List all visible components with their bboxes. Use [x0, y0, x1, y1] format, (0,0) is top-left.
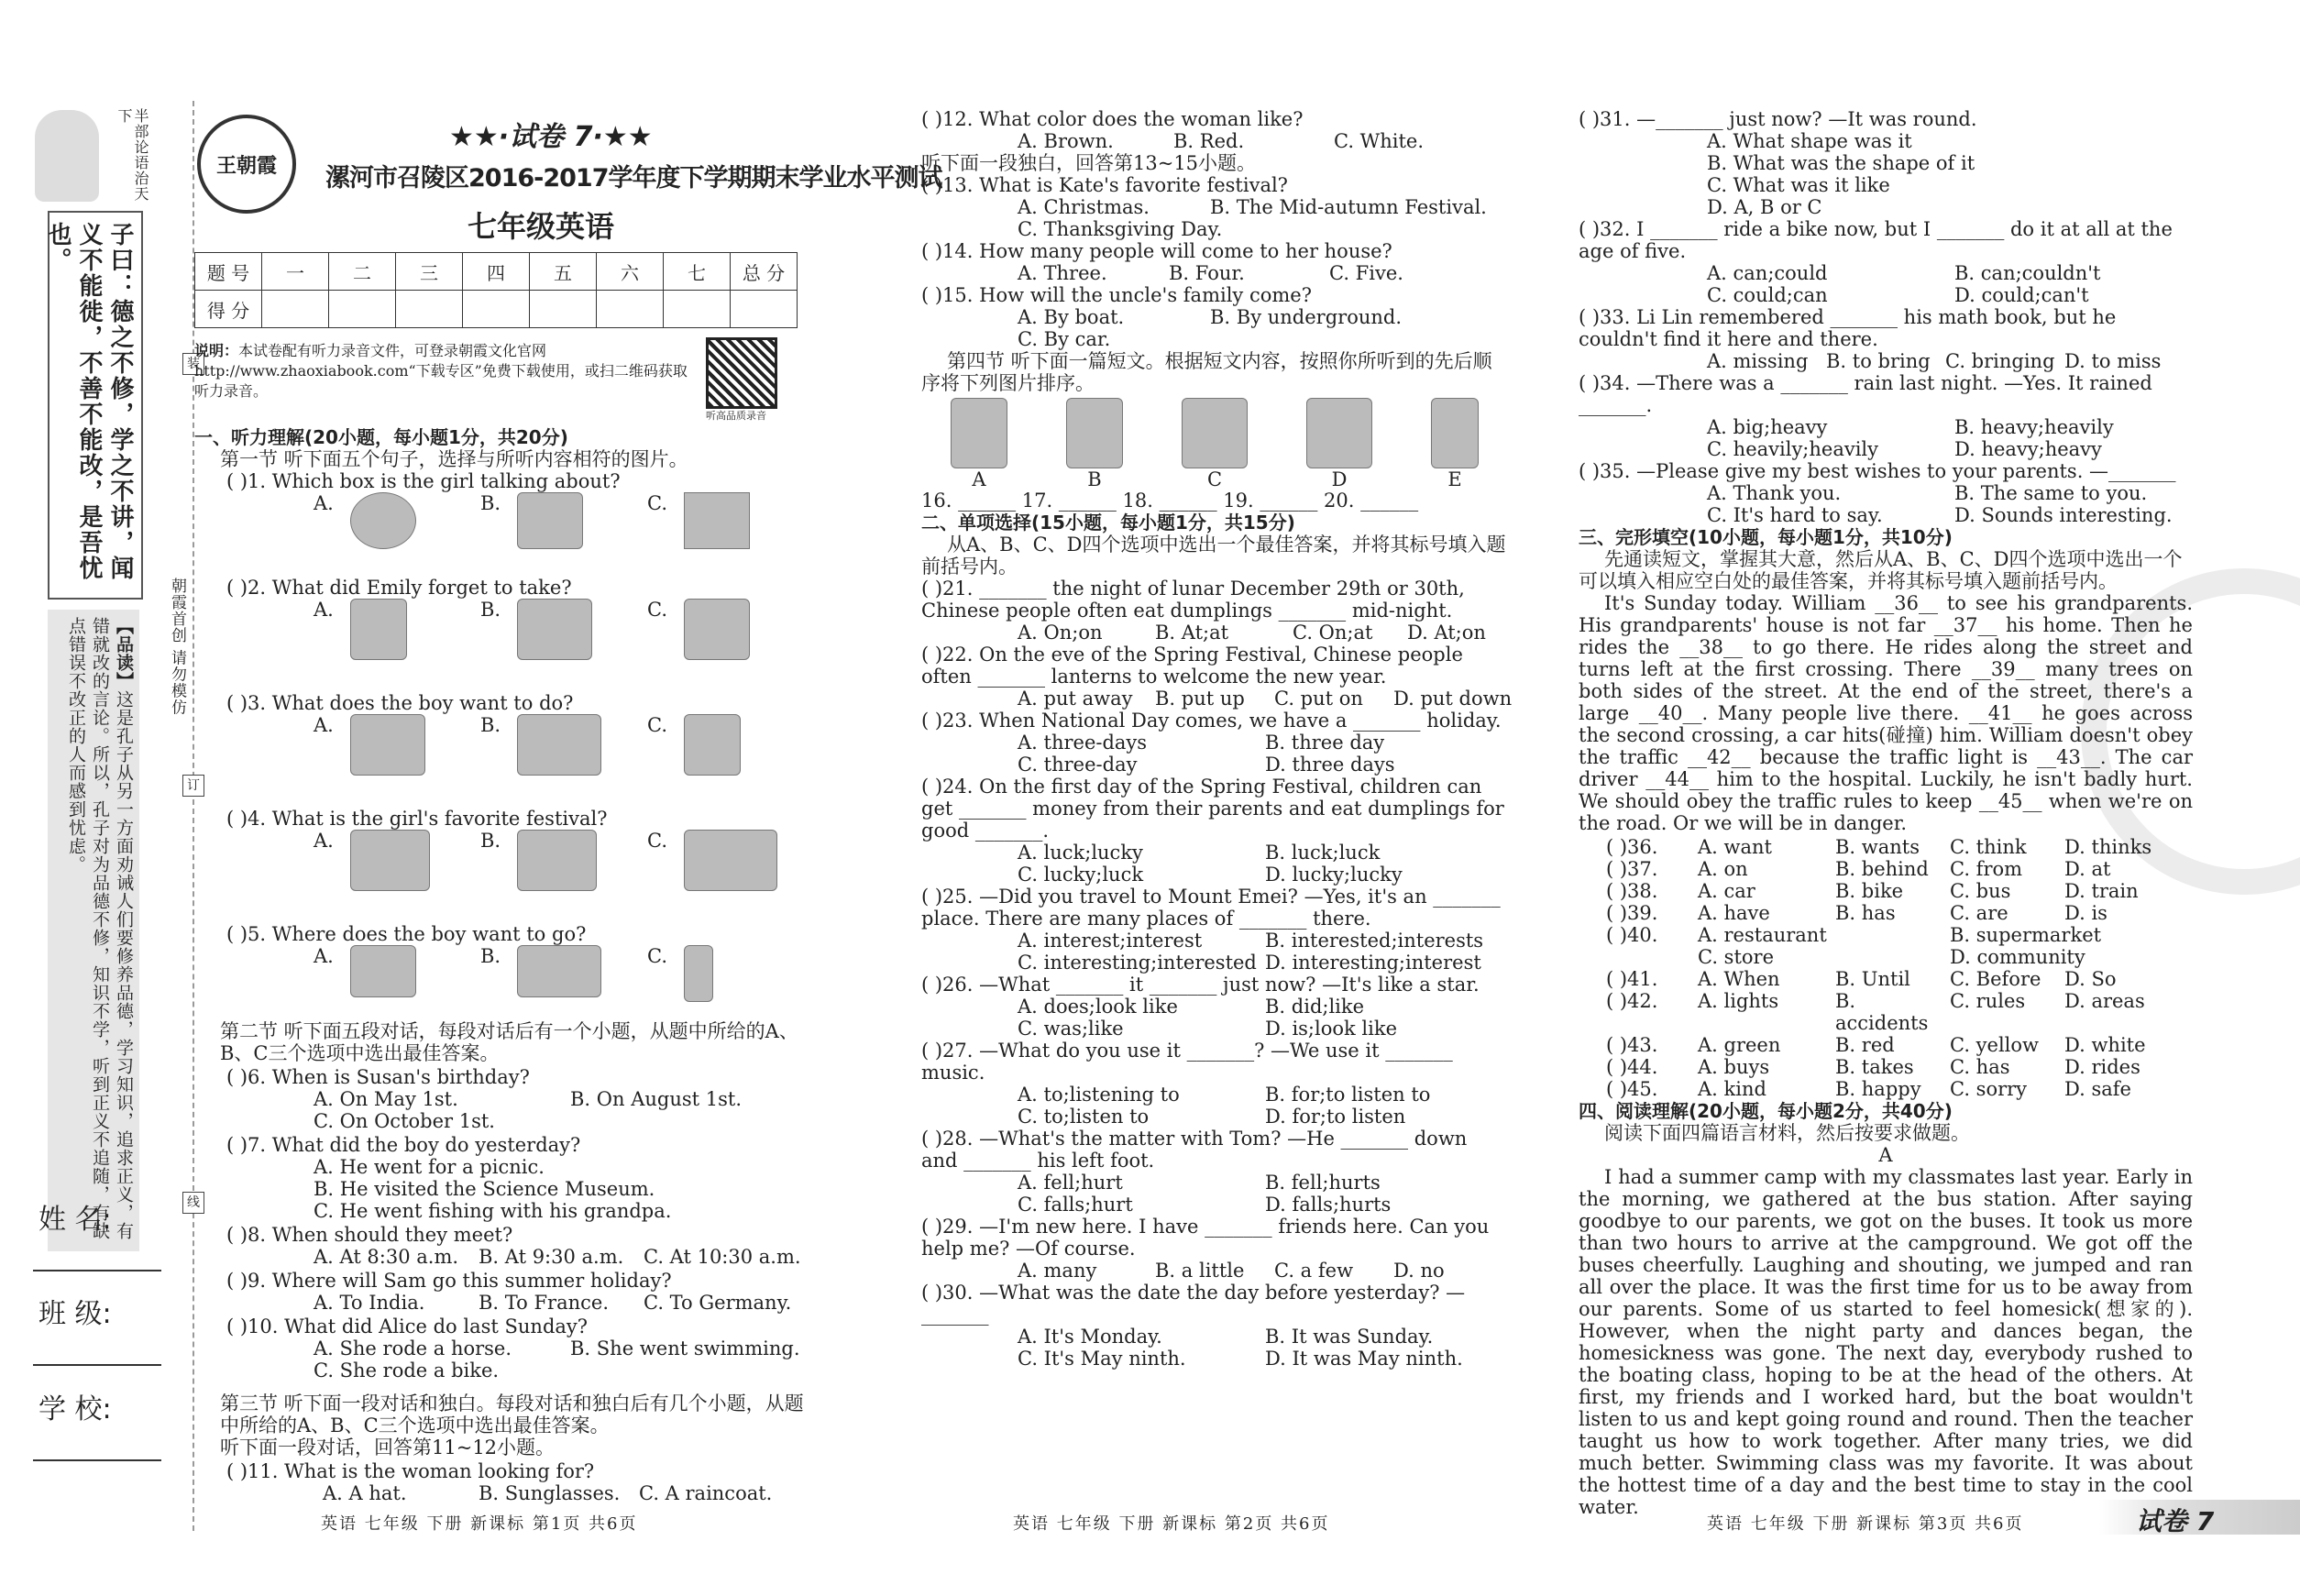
picture-e[interactable] — [1431, 398, 1479, 468]
playground-image[interactable] — [517, 714, 601, 776]
qr-caption: 听高品质录音 — [706, 410, 766, 422]
cloze-row-36: ( )36. A. want B. wants C. think D. thinks — [1606, 836, 2152, 858]
commentary-box — [48, 610, 139, 1251]
question-23: ( )23. When National Day comes, we have a _______ holiday. — [921, 710, 1502, 732]
q6-options: A. On May 1st. B. On August 1st. — [314, 1088, 743, 1110]
q10-options: A. She rode a horse. B. She went swimming. — [314, 1337, 800, 1359]
confucius-quote: 子曰：德之不修，学之不讲，闻义不能徙，不善不能改，是吾忧也。 — [44, 222, 134, 581]
picture-a[interactable] — [951, 398, 1007, 468]
question-34: ( )34. —There was a _______ rain last night. —Yes. It rained _______. — [1579, 372, 2152, 416]
kite-boy-image[interactable] — [350, 714, 425, 776]
question-1: ( )1. Which box is the girl talking about? — [226, 470, 621, 492]
cloze-options — [1579, 836, 2193, 1100]
cloze-row-43: ( )43. A. green B. red C. yellow D. white — [1606, 1034, 2146, 1056]
left-strip — [28, 101, 200, 1531]
question-27: ( )27. —What do you use it _______? —We use it _______ music. — [921, 1040, 1453, 1084]
section-cloze: 三、完形填空(10小题，每小题1分，共10分) — [1579, 526, 1953, 548]
question-2: ( )2. What did Emily forget to take? — [226, 577, 572, 599]
brand-logo — [197, 115, 296, 214]
passage-a: I had a summer camp with my classmates last year. Early in the morning, we gathered at the bus station. After saying goodbye to our parents, we got on the buses. It took us more than two hours to arrive at the campground. We got off the buses cheerfully. Laughing and shouting, we jumped and ran all over the place. It was the first time for us to be away from our parents. Some of us started to feel homesick(想家的). However, when the night party and dances began, the homesickness was gone. The next day, everybody rushed to the boating class, hoping to be at the head of the others. At first, my friends and I worked hard, but the boat wouldn't listen to us and kept going round and round. Then the teacher taught us how to work together. After many tries, we did much better. Swimming class was my favorite. It was about the hottest time of a day and the best time to stay in the cool water. — [1579, 1166, 2193, 1518]
exam-title: 漯河市召陵区2016-2017学年度下学期期末学业水平测试 — [325, 164, 942, 193]
audio-note — [194, 341, 689, 402]
cloze-row-45: ( )45. A. kind B. happy C. sorry D. safe — [1606, 1078, 2131, 1100]
cloze-row-40: ( )40. A. restaurant B. supermarket — [1606, 924, 2102, 946]
question-3: ( )3. What does the boy want to do? — [226, 692, 574, 714]
cloze-row-42: ( )42. A. lights B. accidents C. rules D. areas — [1606, 990, 2145, 1034]
name-field[interactable] — [33, 1270, 161, 1271]
part3-instruction: 第三节 听下面一段对话和独白。每段对话和独白后有几个小题，从题中所给的A、B、C三个选项中选出最佳答案。 — [220, 1392, 804, 1436]
question-31: ( )31. —_______ just now? —It was round. — [1579, 108, 1977, 130]
cloze-passage: It's Sunday today. William __36__ to see his grandparents. His grandparents' house is not far __37__ his home. Then he rides the __38__ to go there. He rides along the street and turns left at the first crossing. There __39__ many trees on both sides of the street. At the end of the street, there's a large __40__. Many people live there. __41__ he goes across the second crossing, a car hits(碰撞) him. William doesn't obey the traffic __42__ because the traffic light is __43__. The car driver __44__ him to the hospital. Luckily, he isn't badly hurt. We should obey the traffic rules to keep __45__ when we're on the road. Or we will be in danger. — [1579, 592, 2193, 834]
square-box-image[interactable] — [684, 492, 750, 549]
question-4: ( )4. What is the girl's favorite festival? — [226, 808, 608, 830]
q8-options: A. At 8:30 a.m. B. At 9:30 a.m. C. At 10:30 a.m. — [314, 1246, 801, 1268]
section-reading: 四、阅读理解(20小题，每小题2分，共40分) — [1579, 1100, 1953, 1122]
column-2: ( )12. What color does the woman like? A. Brown. B. Red. C. White. 听下面一段独白，回答第13~15小题。 ( )13. What is Kate's favorite festival? A. Christmas. B. The Mid-autumn Festival. C. Thanksgiving Day. ( )14. How many people will come to her house? A. Three. B. Four. C. Five. ( )15. How will the uncle's family come? A. By boat. B. By underground. C. By car. 第四节 听下面一篇短文。根据短文内容，按照你所听到的先后顺序将下列图片排序。 A B C D E 16. ______ 17. ______ 18. ______ 19. ______ 20. ______ 二、单项选择(15小题，每小题1分，共15分) 从A、B、C、D四个选项中选出一个最佳答案，并将其标号填入题前括号内。 ( )21. _______ the night of lunar December 29th or 30th, Chinese people often eat dumplings _______ mid-night. A. On;on B. At;at C. On;at D. At;on ( )22. On the eve of the Spring Festival, Chinese people often _______ lanterns to welcome the new year. A. put away B. put up C. put on D. put down ( )23. When National Day comes, we have a _______ holiday. A. three-days B. three day C. three-day D. three days ( )24. On the first day of the Spring Festival, children can get _______ money from their parents and eat dumplings for good _______. A. luck;lucky B. luck;luck C. lucky;luck D. lucky;lucky ( )25. —Did you travel to Mount Emei? —Yes, it's an _______ place. There are many places of _______ there. A. interest;interest B. interested;interests C. interesting;interested D. interesting;interest ( )26. —What _______ it _______ just now? —It's like a star. A. does;look like B. did;like C. was;like D. is;look like ( )27. —What do you use it _______? —We use it _______ music. A. to;listening to B. for;to listen to C. to;listen to D. for;to listen ( )28. —What's the matter with Tom? —He _______ down and _______ his left foot. A. fell;hurt B. fell;hurts C. falls;hurt D. falls;hurts ( )29. —I'm new here. I have _______ friends here. Can you help me? —Of course. A. many B. a little C. a few D. no ( )30. —What was the date the day before yesterday? —_______ A. It's Monday. B. It was Sunday. C. It's May ninth. D. It was May ninth. — [921, 108, 1513, 1370]
name-label: 姓 名: — [39, 1204, 112, 1236]
class-label: 班 级: — [39, 1298, 112, 1330]
score-table: 题 号 一 二 三 四 五 六 七 总 分 得 分 — [194, 252, 798, 328]
passage-a-label: A — [1878, 1144, 1893, 1166]
footer-badge: 试卷 7 — [2099, 1500, 2300, 1535]
cloze-row-38: ( )38. A. car B. bike C. bus D. train — [1606, 880, 2139, 902]
score-cell[interactable] — [396, 291, 463, 328]
question-9: ( )9. Where will Sam go this summer holiday? — [226, 1270, 672, 1292]
commentary-text: 这是孔子从另一方面劝诫人们要修养品德，学习知识，追求正义，有错就改的言论。所以，孔子对为品德不修，知识不学，听到正义不追随，有缺点错误不改正的人而感到忧虑。 — [66, 617, 134, 1240]
ordering-blanks[interactable]: 16. ______ 17. ______ 18. ______ 19. ______ 20. ______ — [921, 490, 1419, 512]
christmas-image[interactable] — [517, 830, 597, 891]
q5-options: A. B. C. — [194, 945, 809, 1009]
spring-festival-image[interactable] — [350, 830, 430, 891]
part3-sub: 听下面一段对话，回答第11~12小题。 — [220, 1436, 556, 1458]
footer-page-1: 英语 七年级 下册 新课标 第1页 共6页 — [321, 1514, 638, 1534]
cloze-row-44: ( )44. A. buys B. takes C. has D. rides — [1606, 1056, 2140, 1078]
school-label: 学 校: — [39, 1393, 112, 1425]
single-choice-instruction: 从A、B、C、D四个选项中选出一个最佳答案，并将其标号填入题前括号内。 — [921, 534, 1506, 578]
cloze-row-39: ( )39. A. have B. has C. are D. is — [1606, 902, 2107, 924]
question-6: ( )6. When is Susan's birthday? — [226, 1066, 530, 1088]
monologue-instruction: 听下面一段独白，回答第13~15小题。 — [921, 152, 1257, 174]
part1-instruction: 第一节 听下面五个句子，选择与所听内容相符的图片。 — [220, 448, 688, 470]
question-22: ( )22. On the eve of the Spring Festival, Chinese people often _______ lanterns to welcome the new year. — [921, 644, 1463, 688]
brand-name: 王朝霞 — [215, 153, 277, 178]
school-field[interactable] — [33, 1459, 161, 1461]
cloze-instruction: 先通读短文，掌握其大意，然后从A、B、C、D四个选项中选出一个可以填入相应空白处的最佳答案，并将其标号填入题前括号内。 — [1579, 548, 2183, 592]
boots-image[interactable] — [684, 599, 750, 660]
question-12: ( )12. What color does the woman like? — [921, 108, 1304, 130]
score-cell[interactable] — [530, 291, 597, 328]
question-25: ( )25. —Did you travel to Mount Emei? —Yes, it's an _______ place. There are many places of _______ there. — [921, 886, 1501, 930]
score-cell[interactable] — [597, 291, 664, 328]
score-cell[interactable] — [329, 291, 396, 328]
great-wall-image[interactable] — [350, 945, 416, 997]
cloze-row-40b: C. store D. community — [1698, 946, 2085, 968]
picture-c[interactable] — [1182, 398, 1248, 468]
part2-instruction: 第二节 听下面五段对话，每段对话后有一个小题，从题中所给的A、B、C三个选项中选出最佳答案。 — [220, 1020, 798, 1064]
cloze-row-41: ( )41. A. When B. Until C. Before D. So — [1606, 968, 2117, 990]
raincoat-image[interactable] — [350, 599, 407, 660]
colosseum-image[interactable] — [517, 945, 601, 997]
umbrella-image[interactable] — [517, 599, 592, 660]
question-10: ( )10. What did Alice do last Sunday? — [226, 1315, 589, 1337]
footer-page-3: 英语 七年级 下册 新课标 第3页 共6页 — [1707, 1514, 2024, 1534]
picture-d[interactable] — [1306, 398, 1372, 468]
question-35: ( )35. —Please give my best wishes to your parents. —_______ — [1579, 460, 2176, 482]
question-14: ( )14. How many people will come to her house? — [921, 240, 1392, 262]
score-cell[interactable] — [664, 291, 731, 328]
question-29: ( )29. —I'm new here. I have _______ friends here. Can you help me? —Of course. — [921, 1216, 1490, 1260]
question-8: ( )8. When should they meet? — [226, 1224, 513, 1246]
q3-options: A. B. C. — [194, 714, 809, 787]
question-24: ( )24. On the first day of the Spring Festival, children can get _______ money from their parents and eat dumplings for good _______. — [921, 776, 1504, 842]
motto-side: 半部论语治天下 — [116, 108, 149, 202]
question-13: ( )13. What is Kate's favorite festival? — [921, 174, 1288, 196]
q11-options: A. A hat. B. Sunglasses. C. A raincoat. — [323, 1482, 773, 1504]
question-32: ( )32. I _______ ride a bike now, but I _______ do it at all at the age of five. — [1579, 218, 2173, 262]
seal-xian: 线 — [182, 1192, 204, 1214]
ordering-pictures: A B C D E — [921, 398, 1508, 490]
section-single-choice: 二、单项选择(15小题，每小题1分，共15分) — [921, 512, 1295, 534]
question-21: ( )21. _______ the night of lunar December 29th or 30th, Chinese people often eat dumplings _______ mid-night. — [921, 578, 1465, 622]
seal-zhuang: 装 — [182, 353, 204, 375]
sage-mascot-image — [35, 110, 99, 202]
halloween-image[interactable] — [684, 830, 777, 891]
score-cell[interactable] — [463, 291, 530, 328]
question-7: ( )7. What did the boy do yesterday? — [226, 1134, 581, 1156]
question-28: ( )28. —What's the matter with Tom? —He _______ down and _______ his left foot. — [921, 1128, 1468, 1172]
subject-title: 七年级英语 — [468, 209, 615, 244]
qr-code-icon[interactable] — [706, 337, 777, 409]
q2-options: A. B. C. — [194, 599, 809, 672]
question-30: ( )30. —What was the date the day before yesterday? —_______ — [921, 1282, 1466, 1326]
bike-boy-image[interactable] — [684, 714, 741, 776]
question-11: ( )11. What is the woman looking for? — [226, 1460, 595, 1482]
column-1: 一、听力理解(20小题，每小题1分，共20分) 第一节 听下面五个句子，选择与所听内容相符的图片。 ( )1. Which box is the girl talking about? A. B. C. ( )2. What did Emily forget to take? A. B. C. ( )3. What does the boy want to do? A. B. C. ( )4. What is the girl's favorite festival? A. B. C. ( )5. Where does the boy want to go? A. B. C. 第二节 听下面五段对话，每段对话后有一个小题，从题中所给的A、B、C三个选项中选出最佳答案。 ( )6. When is Susan's birthday? A. On May 1st. B. On August 1st. C. On October 1st. ( )7. What did the boy do yesterday? A. He went for a picnic. B. He visited the Science Museum. C. He went fishing with his grandpa. ( )8. When should they meet? A. At 8:30 a.m. B. At 9:30 a.m. C. At 10:30 a.m. ( )9. Where will Sam go this summer holiday? A. To India. B. To France. C. To Germany. ( )10. What did Alice do last Sunday? A. She rode a horse. B. She went swimming. C. She rode a bike. 第三节 听下面一段对话和独白。每段对话和独白后有几个小题，从题中所给的A、B、C三个选项中选出最佳答案。 听下面一段对话，回答第11~12小题。 ( )11. What is the woman looking for? A. A hat. B. Sunglasses. C. A raincoat. — [194, 426, 809, 1504]
note-label: 说明： — [194, 342, 239, 359]
class-field[interactable] — [33, 1364, 161, 1366]
question-26: ( )26. —What _______ it _______ just now? —It's like a star. — [921, 974, 1480, 996]
copyright-note: 朝霞首创 请勿模仿 — [168, 578, 186, 716]
seal-ding: 订 — [182, 775, 204, 797]
column-3: ( )31. —_______ just now? —It was round. A. What shape was it B. What was the shape of it C. What was it like D. A, B or C ( )32. I _______ ride a bike now, but I _______ do it at all at the age of five. A. can;could B. can;couldn't C. could;can D. could;can't ( )33. Li Lin remembered _______ his math book, but he couldn't find it here and there. A. missing B. to bring C. bringing D. to miss ( )34. —There was a _______ rain last night. —Yes. It rained _______. A. big;heavy B. heavy;heavily C. heavily;heavily D. heavy;heavy ( )35. —Please give my best wishes to your parents. —_______ A. Thank you. B. The same to you. C. It's hard to say. D. Sounds interesting. 三、完形填空(10小题，每小题1分，共10分) 先通读短文，掌握其大意，然后从A、B、C、D四个选项中选出一个可以填入相应空白处的最佳答案，并将其标号填入题前括号内。 It's Sunday today. William __36__ to see his grandparents. His grandparents' house is not far __37__ his home. Then he rides the __38__ to go there. He rides along the street and turns left at the first crossing. There __39__ many trees on both sides of the street. At the end of the street, there's a large __40__. Many people live there. __41__ he goes across the second crossing, a car hits(碰撞) him. William doesn't obey the traffic __42__ because the traffic light is __43__. The car driver __44__ him to the hospital. Luckily, he isn't badly hurt. We should obey the traffic rules to keep __45__ when we're on the road. Or we will be in danger. ( )36. A. want B. wants C. think D. thinks ( )37. A. on B. behind C. from D. at ( )38. A. car B. bike C. bus D. train ( )39. A. have B. has C. are D. is ( )40. A. restaurant B. supermarket C. store D. community ( )41. A. When B. Until C. Before D. So ( )42. A. lights B. accidents C. rules D. areas ( )43. A. green B. red C. yellow D. white ( )44. A. buys B. takes C. has D. rides ( )45. A. kind B. happy C. sorry D. safe 四、阅读理解(20小题，每小题2分，共40分) 阅读下面四篇语言材料，然后按要求做题。 A I had a summer camp with my classmates last year. Early in the morning, we gathered at the bus station. After saying goodbye to our parents, we got on the buses. It took us more than two hours to arrive at the campground. We got off the buses cheerfully. Laughing and shouting, we jumped and ran all over the place. It was the first time for us to be away from our parents. Some of us started to feel homesick(想家的). However, when the night party and dances began, the homesickness was gone. The next day, everybody rushed to the boating class, hoping to be at the head of the others. At first, my friends and I worked hard, but the boat wouldn't listen to us and kept going round and round. Then the teacher taught us how to work together. After many tries, we did much better. Swimming class was my favorite. It was about the hottest time of a day and the best time to stay in the cool water. — [1579, 108, 2193, 1518]
question-15: ( )15. How will the uncle's family come? — [921, 284, 1312, 306]
paper-label: ★★·试卷 7·★★ — [449, 121, 653, 153]
heart-box-image[interactable] — [517, 492, 583, 549]
picture-b[interactable] — [1066, 398, 1123, 468]
part4-instruction: 第四节 听下面一篇短文。根据短文内容，按照你所听到的先后顺序将下列图片排序。 — [921, 350, 1492, 394]
score-cell[interactable] — [731, 291, 798, 328]
question-5: ( )5. Where does the boy want to go? — [226, 923, 587, 945]
section-listening: 一、听力理解(20小题，每小题1分，共20分) — [194, 426, 568, 448]
reading-instruction: 阅读下面四篇语言材料，然后按要求做题。 — [1604, 1122, 1970, 1144]
q4-options: A. B. C. — [194, 830, 809, 903]
q9-options: A. To India. B. To France. C. To Germany. — [314, 1292, 792, 1314]
footer-page-2: 英语 七年级 下册 新课标 第2页 共6页 — [1013, 1514, 1330, 1534]
cloze-row-37: ( )37. A. on B. behind C. from D. at — [1606, 858, 2111, 880]
eiffel-tower-image[interactable] — [684, 945, 713, 1002]
score-cell[interactable] — [262, 291, 329, 328]
star-box-image[interactable] — [350, 492, 416, 549]
commentary-label: 【品读】 — [114, 617, 134, 690]
question-33: ( )33. Li Lin remembered _______ his math book, but he couldn't find it here and there. — [1579, 306, 2117, 350]
q1-options: A. B. C. — [194, 492, 809, 566]
quote-box — [44, 211, 143, 600]
note-text: 本试卷配有听力录音文件，可登录朝霞文化官网http://www.zhaoxiabook.com“下载专区”免费下载使用，或扫二维码获取听力录音。 — [194, 342, 688, 400]
